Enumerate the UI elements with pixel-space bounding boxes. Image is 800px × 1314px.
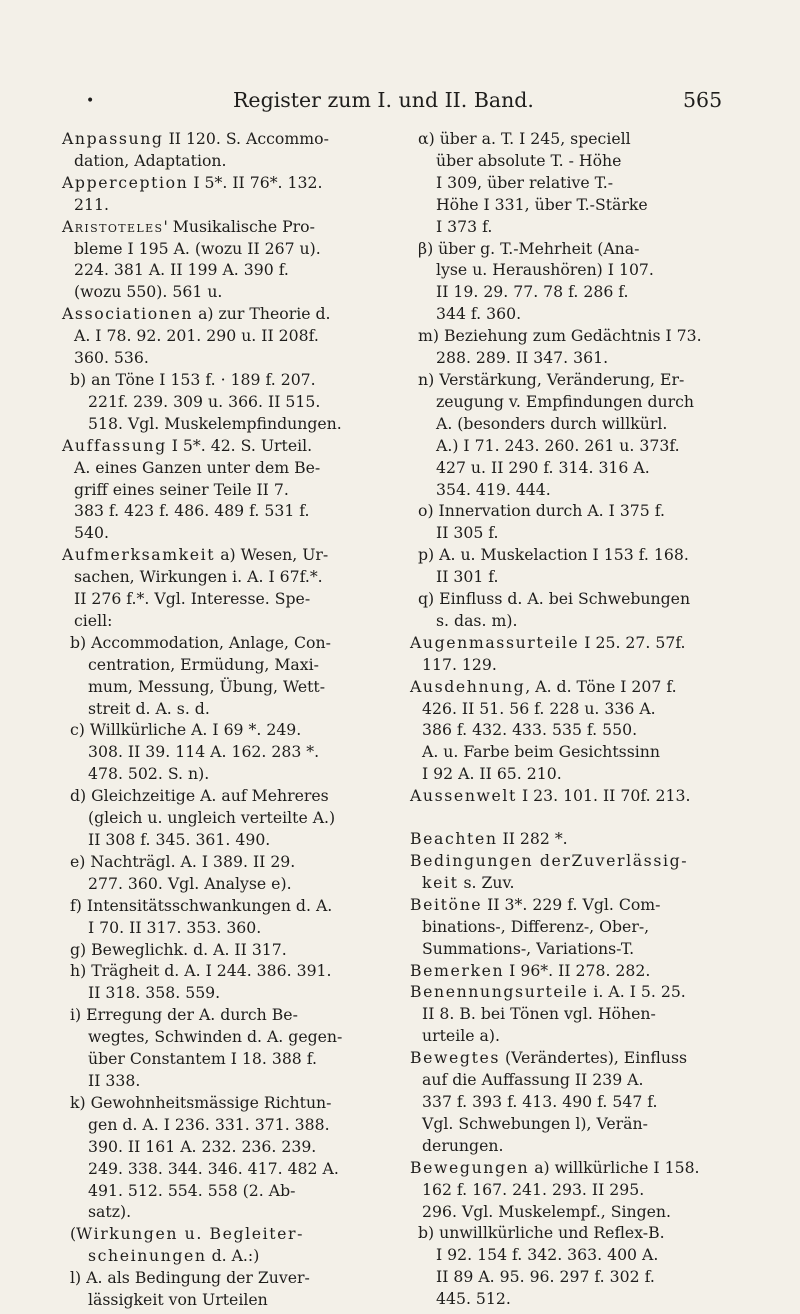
entry-line: ciell: xyxy=(74,610,113,630)
index-entry xyxy=(410,588,748,632)
entry-line: I 92. 154 f. 342. 363. 400 A. xyxy=(436,1245,659,1265)
index-entry xyxy=(410,676,748,786)
index-entry xyxy=(410,785,748,807)
entry-line: I 70. II 317. 353. 360. xyxy=(88,917,262,937)
entry-line: 221f. 239. 309 u. 366. II 515. xyxy=(88,391,321,411)
entry-line: 117. 129. xyxy=(422,654,497,674)
entry-term: Aussenwelt xyxy=(410,786,517,806)
entry-line: f) Intensitätsschwankungen d. A. xyxy=(70,895,333,915)
entry-line: β) über g. T.-Mehrheit (Ana- xyxy=(418,238,640,258)
entry-text: a) Wesen, Ur- xyxy=(215,545,329,565)
entry-line: bleme I 195 A. (wozu II 267 u). xyxy=(74,238,321,258)
entry-term: Aufmerksamkeit xyxy=(62,545,216,565)
entry-line: Summations-, Variations-T. xyxy=(422,938,635,958)
entry-line: A. eines Ganzen unter dem Be- xyxy=(74,457,321,477)
entry-term: Beitöne xyxy=(410,894,483,914)
entry-line: 224. 381 A. II 199 A. 390 f. xyxy=(74,260,289,280)
index-entry xyxy=(410,632,748,676)
index-entry xyxy=(62,128,392,172)
entry-line: über Constantem I 18. 388 f. xyxy=(88,1049,318,1069)
entry-line: 211. xyxy=(74,194,109,214)
running-header xyxy=(0,84,800,114)
entry-line: 296. Vgl. Muskelempf., Singen. xyxy=(422,1201,671,1221)
entry-line: b) unwillkürliche und Reflex-B. xyxy=(418,1223,665,1243)
entry-line: 491. 512. 554. 558 (2. Ab- xyxy=(88,1180,296,1200)
index-entry xyxy=(410,544,748,588)
entry-line: g) Beweglichk. d. A. II 317. xyxy=(70,939,287,959)
entry-line: II 308 f. 345. 361. 490. xyxy=(88,830,271,849)
index-entry xyxy=(410,850,748,894)
entry-line: h) Trägheit d. A. I 244. 386. 391. xyxy=(70,961,332,981)
entry-text: I 5*. II 76*. 132. xyxy=(188,172,323,192)
entry-line: α) über a. T. I 245, speciell xyxy=(418,129,631,148)
entry-text: I 96*. II 278. 282. xyxy=(504,960,651,980)
entry-line: II 89 A. 95. 96. 297 f. 302 f. xyxy=(436,1267,655,1287)
entry-line: b) an Töne I 153 f. · 189 f. 207. xyxy=(70,369,316,389)
entry-line: über absolute T. - Höhe xyxy=(436,150,622,170)
entry-line: l) A. als Bedingung der Zuver- xyxy=(70,1268,310,1288)
index-entry xyxy=(62,1004,392,1092)
index-entry xyxy=(410,325,748,369)
entry-line: e) Nachträgl. A. I 389. II 29. xyxy=(70,851,296,871)
entry-line: 288. 289. II 347. 361. xyxy=(436,348,609,368)
entry-line: 162 f. 167. 241. 293. II 295. xyxy=(422,1179,645,1199)
entry-line: zeugung v. Empfindungen durch xyxy=(436,391,695,411)
entry-text: s. Zuv. xyxy=(458,872,515,892)
entry-line: 344 f. 360. xyxy=(436,304,522,324)
entry-line: mum, Messung, Übung, Wett- xyxy=(88,676,326,696)
entry-text: I 25. 27. 57f. xyxy=(579,632,686,652)
entry-text: , A. d. Töne I 207 f. xyxy=(525,676,677,696)
entry-line: II 338. xyxy=(88,1070,141,1090)
entry-line: 308. II 39. 114 A. 162. 283 *. xyxy=(88,742,320,762)
entry-line: binations-, Differenz-, Ober-, xyxy=(422,916,650,936)
entry-text: (Verändertes), Einfluss xyxy=(500,1048,688,1068)
index-entry xyxy=(410,828,748,850)
entry-line: centration, Ermüdung, Maxi- xyxy=(88,654,319,674)
index-entry xyxy=(62,172,392,216)
entry-line: d) Gleichzeitige A. auf Mehreres xyxy=(70,786,329,806)
entry-line: 354. 419. 444. xyxy=(436,479,551,499)
index-entry xyxy=(62,939,392,961)
entry-term: Wirkungen u. Begleiter- xyxy=(76,1224,305,1244)
entry-term: Bedingungen derZuverlässig- xyxy=(410,851,689,870)
index-entry xyxy=(410,238,748,326)
entry-line: 518. Vgl. Muskelempfindungen. xyxy=(88,413,342,433)
entry-line: A.) I 71. 243. 260. 261 u. 373f. xyxy=(436,435,680,455)
index-entry xyxy=(410,981,748,1047)
entry-term: Benennungsurteile xyxy=(410,982,589,1002)
entry-line: II 301 f. xyxy=(436,567,499,587)
entry-line: b) Accommodation, Anlage, Con- xyxy=(70,632,331,652)
entry-line: I 92 A. II 65. 210. xyxy=(422,764,562,784)
entry-term: Augenmassurteile xyxy=(410,632,580,652)
entry-text: ' Musikalische Pro- xyxy=(163,216,315,236)
right-column xyxy=(410,128,748,1310)
index-entry xyxy=(62,1267,392,1311)
entry-text: a) zur Theorie d. xyxy=(193,304,331,324)
index-entry xyxy=(62,719,392,785)
entry-term: Associationen xyxy=(62,304,194,324)
index-entry xyxy=(62,1223,392,1267)
entry-line: o) Innervation durch A. I 375 f. xyxy=(418,501,665,521)
entry-line: II 305 f. xyxy=(436,523,499,543)
entry-term: Beachten xyxy=(410,829,498,849)
entry-line: wegtes, Schwinden d. A. gegen- xyxy=(88,1027,343,1047)
entry-line: A. I 78. 92. 201. 290 u. II 208f. xyxy=(74,326,319,346)
entry-text: a) willkürliche I 158. xyxy=(529,1157,700,1177)
entry-line: 360. 536. xyxy=(74,348,149,368)
entry-line: lyse u. Heraushören) I 107. xyxy=(436,260,654,280)
index-entry xyxy=(410,128,748,238)
entry-line: 277. 360. Vgl. Analyse e). xyxy=(88,873,292,893)
entry-line: A. u. Farbe beim Gesichtssinn xyxy=(422,742,660,762)
index-entry xyxy=(62,303,392,369)
entry-term: Auffassung xyxy=(62,435,167,455)
entry-line: (wozu 550). 561 u. xyxy=(74,282,223,302)
entry-text: I 5*. 42. S. Urteil. xyxy=(166,435,313,455)
entry-line: dation, Adaptation. xyxy=(74,150,227,170)
index-entry xyxy=(410,500,748,544)
index-entry xyxy=(410,1157,748,1223)
entry-line: gen d. A. I 236. 331. 371. 388. xyxy=(88,1114,330,1134)
entry-line: I 309, über relative T.- xyxy=(436,172,614,192)
entry-line: I 373 f. xyxy=(436,216,493,236)
entry-term: Ausdehnung xyxy=(410,676,526,696)
entry-term: Bewegtes xyxy=(410,1048,501,1068)
entry-line: satz). xyxy=(88,1202,132,1222)
entry-line: auf die Auffassung II 239 A. xyxy=(422,1070,644,1090)
entry-term: Bewegungen xyxy=(410,1157,530,1177)
entry-line: c) Willkürliche A. I 69 *. 249. xyxy=(70,720,302,740)
entry-term: scheinungen xyxy=(88,1246,207,1266)
header-dot: • xyxy=(86,93,95,109)
entry-line: m) Beziehung zum Gedächtnis I 73. xyxy=(418,326,702,346)
entry-line: derungen. xyxy=(422,1135,504,1155)
entry-line: II 318. 358. 559. xyxy=(88,983,221,1003)
index-entry xyxy=(62,785,392,851)
entry-line: 386 f. 432. 433. 535 f. 550. xyxy=(422,720,638,740)
entry-line: griff eines seiner Teile II 7. xyxy=(74,479,289,499)
entry-line: n) Verstärkung, Veränderung, Er- xyxy=(418,369,685,389)
index-entry xyxy=(410,369,748,500)
entry-line: II 276 f.*. Vgl. Interesse. Spe- xyxy=(74,589,311,609)
page-number: 565 xyxy=(683,88,723,112)
index-entry xyxy=(62,216,392,304)
index-entry xyxy=(62,435,392,545)
left-column xyxy=(62,128,392,1311)
entry-line: 478. 502. S. n). xyxy=(88,764,210,784)
entry-line: i) Erregung der A. durch Be- xyxy=(70,1005,298,1025)
index-entry xyxy=(410,960,748,982)
index-entry xyxy=(62,632,392,720)
index-entry xyxy=(410,894,748,960)
entry-term: Apperception xyxy=(62,172,189,192)
entry-line: k) Gewohnheitsmässige Richtun- xyxy=(70,1092,332,1112)
entry-text: II 3*. 229 f. Vgl. Com- xyxy=(482,894,661,914)
entry-term: Anpassung xyxy=(62,129,164,148)
entry-line: 427 u. II 290 f. 314. 316 A. xyxy=(436,457,650,477)
entry-line: p) A. u. Muskelaction I 153 f. 168. xyxy=(418,545,689,565)
entry-line: 337 f. 393 f. 413. 490 f. 547 f. xyxy=(422,1091,658,1111)
entry-line: 249. 338. 344. 346. 417. 482 A. xyxy=(88,1158,339,1178)
entry-line: Höhe I 331, über T.-Stärke xyxy=(436,194,648,214)
index-entry xyxy=(410,1047,748,1157)
entry-text: II 282 *. xyxy=(497,829,568,849)
index-entry xyxy=(410,1222,748,1310)
entry-line: sachen, Wirkungen i. A. I 67f.*. xyxy=(74,567,323,587)
entry-term: Aristoteles xyxy=(62,216,164,236)
entry-line: 540. xyxy=(74,523,109,543)
entry-line: II 8. B. bei Tönen vgl. Höhen- xyxy=(422,1004,656,1024)
entry-text: II 120. S. Accommo- xyxy=(163,129,329,148)
entry-line: Vgl. Schwebungen l), Verän- xyxy=(422,1113,648,1133)
entry-line: urteile a). xyxy=(422,1026,500,1046)
index-entry xyxy=(62,895,392,939)
index-entry xyxy=(62,1092,392,1223)
index-entry xyxy=(62,960,392,1004)
entry-text: I 23. 101. II 70f. 213. xyxy=(516,786,691,806)
index-entry xyxy=(62,369,392,435)
index-entry xyxy=(62,851,392,895)
entry-line: lässigkeit von Urteilen xyxy=(88,1290,268,1310)
entry-term: keit xyxy=(422,872,459,892)
index-entry xyxy=(62,544,392,632)
entry-line: (gleich u. ungleich verteilte A.) xyxy=(88,808,336,828)
entry-line: q) Einfluss d. A. bei Schwebungen xyxy=(418,589,691,609)
entry-text: d. A.:) xyxy=(206,1246,260,1266)
header-title: Register zum I. und II. Band. xyxy=(233,88,534,112)
entry-line: II 19. 29. 77. 78 f. 286 f. xyxy=(436,282,629,302)
entry-prefix: ( xyxy=(70,1224,77,1244)
entry-text: i. A. I 5. 25. xyxy=(588,982,686,1002)
entry-term: Bemerken xyxy=(410,960,505,980)
entry-line: 390. II 161 A. 232. 236. 239. xyxy=(88,1136,317,1156)
entry-line: 445. 512. xyxy=(436,1289,511,1309)
entry-line: streit d. A. s. d. xyxy=(88,698,210,718)
entry-line: s. das. m). xyxy=(436,610,518,630)
entry-line: A. (besonders durch willkürl. xyxy=(436,413,668,433)
entry-line: 426. II 51. 56 f. 228 u. 336 A. xyxy=(422,698,656,718)
entry-line: 383 f. 423 f. 486. 489 f. 531 f. xyxy=(74,501,310,521)
